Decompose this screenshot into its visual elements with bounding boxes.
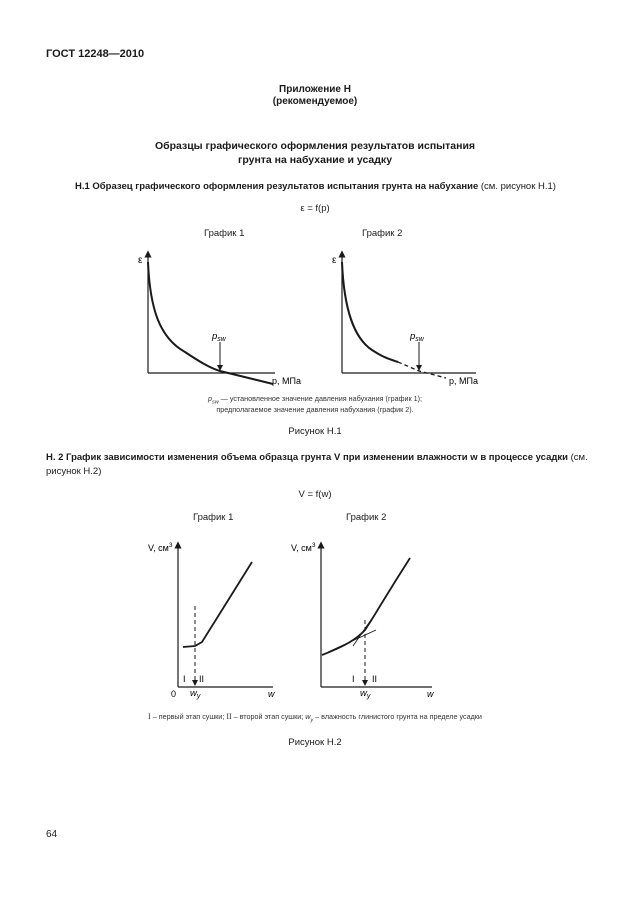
fig2-g1-origin: 0 (171, 689, 177, 699)
fig1-note-text1: — установленное значение давления набухания (график 1); (218, 394, 423, 403)
fig1-note-sub: sw (211, 399, 219, 406)
fig2-g2-stage2: II (372, 674, 378, 684)
fig2-note-stage2-text: – второй этап сушки; (231, 712, 306, 721)
section1-ref: (см. рисунок Н.1) (480, 181, 556, 192)
fig1-note-line2: предполагаемое значение давления набухания (график 2). (216, 405, 414, 414)
fig2-note-w: w (305, 712, 311, 721)
fig1-g1-x-label: p, МПа (272, 376, 301, 386)
fig1-g2-y-label: ε (332, 255, 337, 266)
section2-heading-text: Н. 2 График зависимости изменения объема образца грунта V при изменении влажности w в процессе усадки (46, 452, 568, 463)
fig2-g2-stage1: I (352, 674, 355, 684)
fig2-g1-y-label: V, $см^3$ (148, 542, 173, 553)
fig2-g2-tangent2 (353, 614, 375, 646)
fig1-note-symbol: p (207, 394, 212, 403)
appendix-title: Приложение Н (279, 84, 351, 95)
fig2-note-stage1-text: – первый этап сушки; (150, 712, 227, 721)
fig2-note-w-text: – влажность глинистого грунта на пределе усадки (313, 712, 482, 721)
fig2-caption: Рисунок Н.2 (288, 737, 342, 748)
fig2-note (0, 712, 630, 723)
fig2-g2-curve (322, 558, 410, 655)
fig2-g1-stage2: II (199, 674, 205, 684)
fig2-note-stage1: I (148, 712, 151, 721)
fig1-g1-y-label: ε (138, 255, 143, 266)
fig2-graph1-label: График 1 (193, 512, 234, 523)
fig1-g1-marker: $p_{sw}$ (212, 331, 226, 343)
fig2-g2-y-label: V, $см^3$ (291, 542, 316, 553)
standard-header: ГОСТ 12248—2010 (46, 48, 145, 60)
fig1-g2-x-label: p, МПа (449, 376, 478, 386)
fig2-g1-stage1: I (183, 674, 186, 684)
section1-heading-text: Н.1 Образец графического оформления результатов испытания грунта на набухание (75, 181, 479, 192)
fig2-g1-curve (183, 562, 252, 647)
main-title-line2: грунта на набухание и усадку (237, 154, 393, 166)
section2-formula: V = f(w) (298, 489, 332, 500)
fig2-note-w-sub: y (310, 717, 314, 724)
fig1-graph2-label: График 2 (362, 228, 403, 239)
fig1-caption: Рисунок Н.1 (288, 426, 342, 437)
appendix-subtitle: (рекомендуемое) (272, 96, 358, 107)
fig2-graph2-label: График 2 (346, 512, 387, 523)
fig2-note-stage2: II (226, 712, 232, 721)
page-number: 64 (46, 829, 58, 840)
main-title-line1: Образцы графического оформления результатов испытания (154, 140, 476, 152)
fig2-g1-marker: $w_y$ (190, 688, 201, 700)
fig2-g2-x-label: w (427, 689, 434, 699)
section2-ref: (см. рисунок Н.2) (46, 452, 588, 477)
fig2-g2-marker: $w_y$ (360, 688, 371, 700)
fig1-g2-marker: $p_{sw}$ (410, 331, 424, 343)
fig2-g1-x-label: w (268, 689, 275, 699)
fig2-g2-tangent1 (328, 630, 376, 652)
section1-formula: ε = f(p) (300, 203, 330, 214)
fig1-graph1-label: График 1 (204, 228, 245, 239)
